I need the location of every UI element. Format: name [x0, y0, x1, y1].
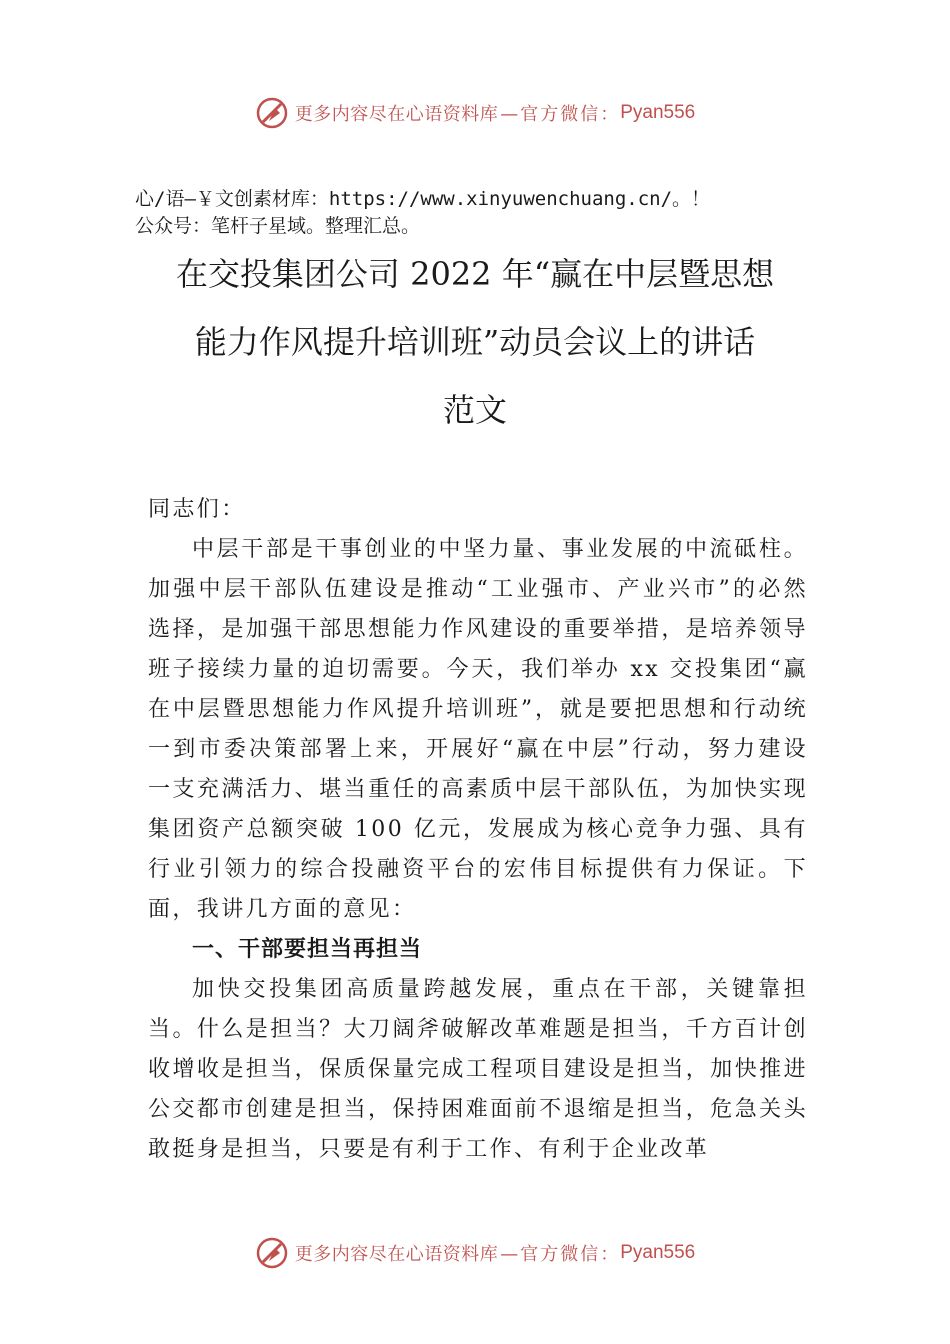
section-heading-1: 一、干部要担当再担当 [192, 937, 423, 962]
source-line-2: 公众号：笔杆子星域。整理汇总。 [135, 215, 421, 237]
watermark-main-text: 更多内容尽在心语资料库 [294, 1244, 499, 1265]
watermark-sub-text: —官方微信： [500, 104, 621, 125]
salutation: 同志们： [148, 497, 246, 522]
source-line-1: 心/语—￥文创素材库：https://www.xinyuwenchuang.cn/。！ [135, 188, 711, 210]
pen-logo-icon [255, 96, 289, 130]
watermark-wechat-id: Pyan556 [620, 1242, 696, 1263]
footer-watermark [0, 1233, 950, 1273]
source-note [135, 186, 855, 240]
document-body [148, 490, 808, 1170]
watermark-sub-text: —官方微信： [500, 1244, 621, 1265]
watermark-wechat-id: Pyan556 [620, 102, 696, 123]
header-watermark [0, 93, 950, 133]
paragraph-2: 加快交投集团高质量跨越发展，重点在干部，关键靠担当。什么是担当？大刀阔斧破解改革难题是担当，千方百计创收增收是担当，保质保量完成工程项目建设是担当，加快推进公交都市创建是担当，保持困难面前不退缩是担当，危急关头敢挺身是担当，只要是有利于工作、有利于企业改革 [148, 977, 808, 1162]
title-line-1: 在交投集团公司 2022 年“赢在中层暨思想 [175, 255, 775, 293]
pen-logo-icon [255, 1236, 289, 1270]
watermark-main-text: 更多内容尽在心语资料库 [294, 104, 499, 125]
title-line-3: 范文 [442, 391, 507, 429]
document-title [80, 240, 870, 444]
title-line-2: 能力作风提升培训班”动员会议上的讲话 [194, 323, 756, 361]
paragraph-1: 中层干部是干事创业的中坚力量、事业发展的中流砥柱。加强中层干部队伍建设是推动“工业强市、产业兴市”的必然选择，是加强干部思想能力作风建设的重要举措，是培养领导班子接续力量的迫切需要。今天，我们举办 xx 交投集团“赢在中层暨思想能力作风提升培训班”，就是要把思想和行动统一到市委决策部署上来，开展好“赢在中层”行动，努力建设一支充满活力、堪当重任的高素质中层干部队伍，为加快实现集团资产总额突破 100 亿元，发展成为核心竞争力强、具有行业引领力的综合投融资平台的宏伟目标提供有力保证。下面，我讲几方面的意见： [148, 537, 808, 922]
